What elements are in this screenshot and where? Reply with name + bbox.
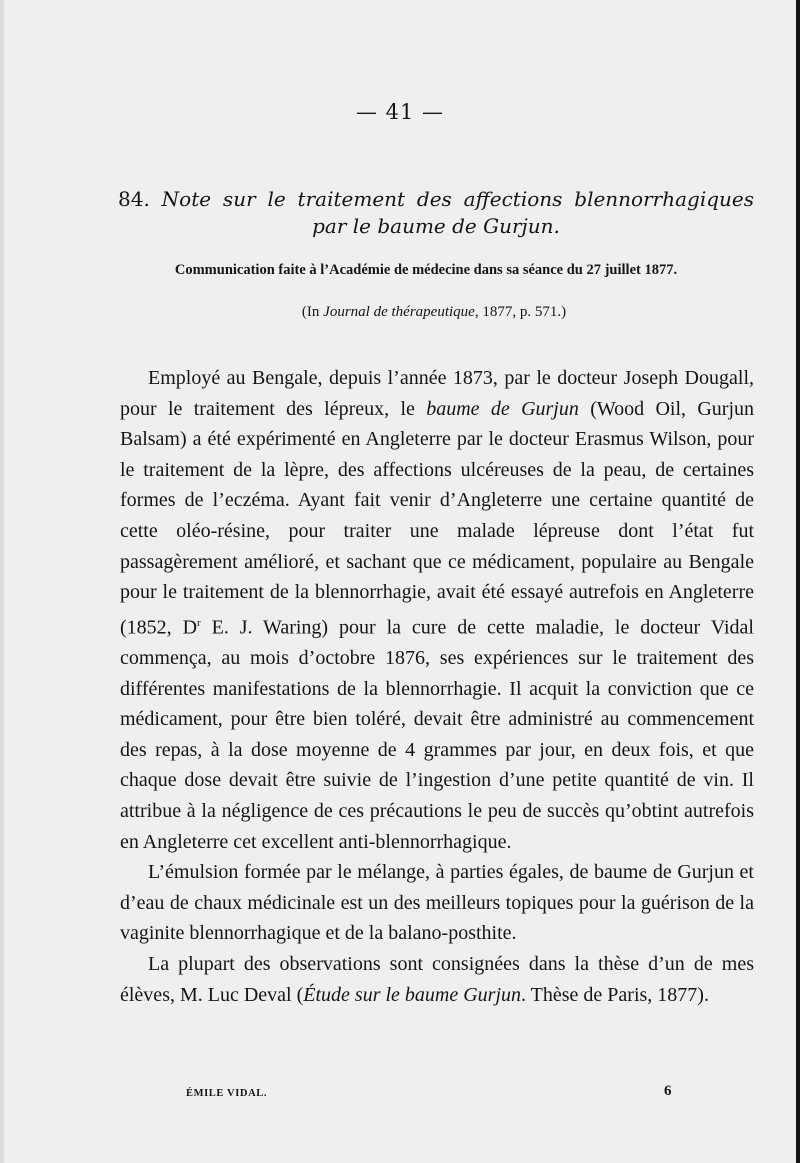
paragraph-1-text-c: (Wood Oil, Gurjun Balsam) a été expérimenté en Angleterre par le docteur Erasmus Wilson, pour le traitement de la lèpre, des affections ulcéreuses de la peau, de certaines formes de l’eczéma. Ayant fait venir d’Angleterre une certaine quantité de cette oléo-résine, pour traiter une malade lépreuse dont l’état fut passagèrement amélioré, et sachant que ce médicament, populaire au Bengale pour le traitement de la blennorrhagie, avait été essayé autrefois en Angleterre (1852, D <box>120 397 755 639</box>
paragraph-3-text-c: . Thèse de Paris, 1877). <box>521 983 709 1006</box>
article-title <box>118 186 754 240</box>
paragraph-1-italic: baume de Gurjun <box>426 397 579 420</box>
paragraph-1-text-d: E. J. Waring) pour la cure de cette maladie, le docteur Vidal commença, au mois d’octobre 1876, ses expériences sur le traitement des différentes manifestations de la blennorrhagie. Il acquit la conviction que ce médicament, pour être bien toléré, devait être administré au commencement des repas, à la dose moyenne de 4 grammes par jour, en deux fois, et que chaque dose devait être suivie de l’ingestion d’une petite quantité de vin. Il attribue à la négligence de ces précautions le peu de succès qu’obtint autrefois en Angleterre cet excellent anti-blennorrhagique. <box>120 616 754 853</box>
journal-reference <box>0 304 800 321</box>
footer-author: ÉMILE VIDAL. <box>186 1088 268 1099</box>
doctor-superscript: r <box>197 616 201 629</box>
paragraph-3 <box>120 949 754 1010</box>
communication-line: Communication faite à l’Académie de médecine dans sa séance du 27 juillet 1877. <box>174 262 678 278</box>
paragraph-3-text-a: La plupart des observations sont consignées dans la thèse d’un de mes élèves, M. Luc Deval ( <box>120 952 754 1006</box>
signature-mark: 6 <box>664 1083 672 1099</box>
paragraph-2: L’émulsion formée par le mélange, à parties égales, de baume de Gurjun et d’eau de chaux médicinale est un des meilleurs topiques pour la guérison de la vaginite blennorrhagique et de la balano-posthite. <box>120 861 754 945</box>
reference-suffix: , 1877, p. 571.) <box>474 304 567 320</box>
article-title-text: Note sur le traitement des affections blennorrhagiques par le baume de Gurjun. <box>161 187 755 238</box>
thesis-title: Étude sur le baume Gurjun <box>303 983 522 1006</box>
journal-title: Journal de thérapeutique <box>323 304 475 320</box>
page-edge <box>796 0 800 1163</box>
article-number: 84. <box>118 187 150 211</box>
article-body <box>120 363 754 1010</box>
paragraph-1 <box>120 363 754 857</box>
page-number: — 41 — <box>355 100 445 124</box>
reference-prefix: (In <box>301 304 324 320</box>
paragraph-1-text-a: Employé au Bengale, depuis l’année 1873, par le docteur Joseph Dougall, pour le traitement des lépreux, le <box>120 367 754 420</box>
